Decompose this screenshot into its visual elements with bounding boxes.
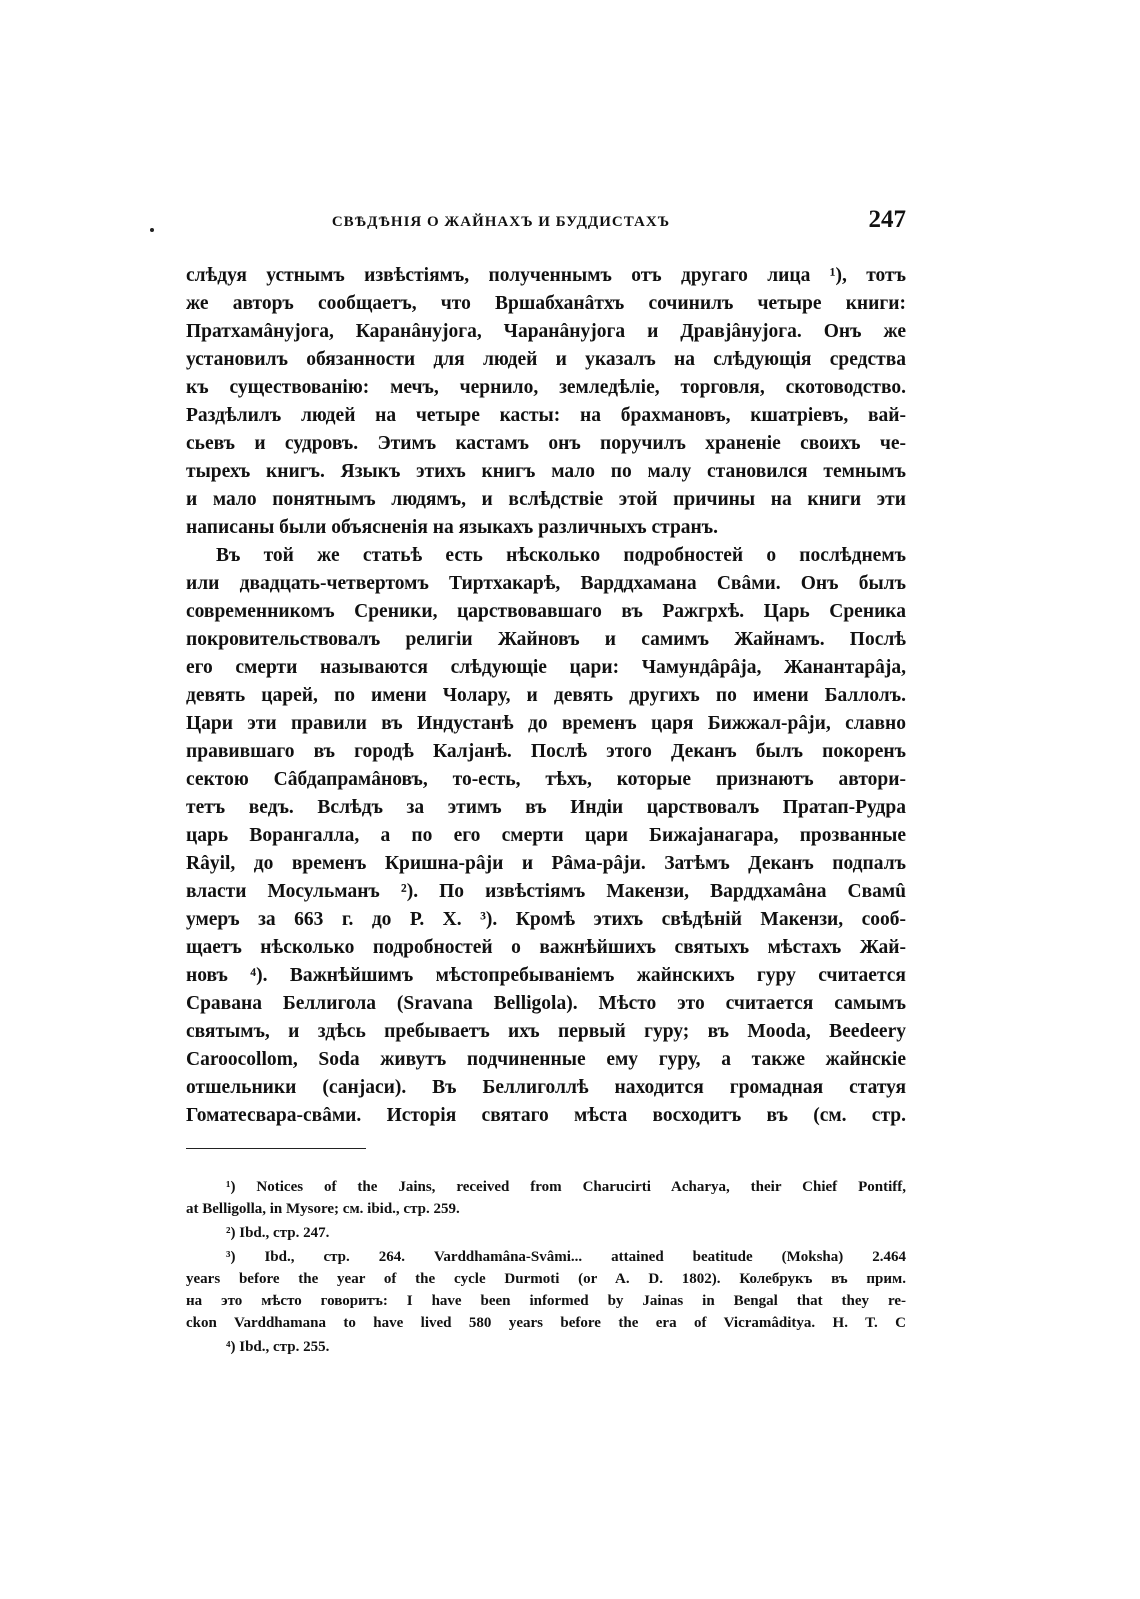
footnote-line: ¹) Notices of the Jains, received from Charucirti Acharya, their Chief Pontiff, xyxy=(226,1179,906,1195)
text-line: Гоматесвара-свâми. Исторія святаго мѣста восходитъ въ (см. стр. xyxy=(186,1105,906,1126)
text-line: Râyil, до временъ Кришна-рâjи и Рâма-рâjи. Затѣмъ Деканъ подпалъ xyxy=(186,853,906,874)
text-line: Въ той же статьѣ есть нѣсколько подробностей о послѣднемъ xyxy=(216,545,906,566)
print-speck xyxy=(150,228,158,236)
text-line: и мало понятнымъ людямъ, и вслѣдствіе этой причины на книги эти xyxy=(186,489,906,510)
text-line: же авторъ сообщаетъ, что Вршабханâтхъ сочинилъ четыре книги: xyxy=(186,293,906,314)
speck-dot xyxy=(150,228,154,232)
text-line: Пратхамâнуjога, Каранâнуjога, Чаранâнуjога и Дравjâнуjога. Онъ же xyxy=(186,321,906,342)
footnote-line: на это мѣсто говоритъ: I have been informed by Jainas in Bengal that they re- xyxy=(186,1293,906,1309)
footnote-line: ²) Ibd., стр. 247. xyxy=(226,1225,330,1241)
page-header xyxy=(186,206,906,236)
text-line: къ существованію: мечъ, чернило, земледѣліе, торговля, скотоводство. xyxy=(186,377,906,398)
text-line: Цари эти правили въ Индустанѣ до временъ царя Бижжал-рâjи, славно xyxy=(186,713,906,734)
text-line: слѣдуя устнымъ извѣстіямъ, полученнымъ отъ другаго лица ¹), тотъ xyxy=(186,265,906,286)
text-line: умеръ за 663 г. до Р. Х. ³). Кромѣ этихъ свѣдѣній Макензи, сооб- xyxy=(186,909,906,930)
text-line: установилъ обязанности для людей и указалъ на слѣдующія средства xyxy=(186,349,906,370)
text-line: новъ ⁴). Важнѣйшимъ мѣстопребываніемъ жайнскихъ гуру считается xyxy=(186,965,906,986)
text-line: святымъ, и здѣсь пребываетъ ихъ первый гуру; въ Mooda, Beedeery xyxy=(186,1021,906,1042)
text-line: сьевъ и судровъ. Этимъ кастамъ онъ поручилъ храненіе своихъ че- xyxy=(186,433,906,454)
footnote-line: at Belligolla, in Mysore; см. ibid., стр. 259. xyxy=(186,1201,460,1217)
text-line: правившаго въ городѣ Калjанѣ. Послѣ этого Деканъ былъ покоренъ xyxy=(186,741,906,762)
text-line: отшельники (санjаси). Въ Беллиголлѣ находится громадная статуя xyxy=(186,1077,906,1098)
footnote-line: ckon Varddhamana to have lived 580 years before the era of Vicramâditya. H. T. C xyxy=(186,1315,906,1331)
text-line: царь Ворангалла, а по его смерти цари Бижаjанагара, прозванные xyxy=(186,825,906,846)
footnote-line: years before the year of the cycle Durmoti (or A. D. 1802). Колебрукъ въ прим. xyxy=(186,1271,906,1287)
text-line: тетъ ведъ. Вслѣдъ за этимъ въ Индіи царствовалъ Пратап-Рудра xyxy=(186,797,906,818)
footnote-line: ⁴) Ibd., стр. 255. xyxy=(226,1339,330,1355)
text-line: сектою Сâбдапрамâновъ, то-есть, тѣхъ, которые признаютъ автори- xyxy=(186,769,906,790)
footnote-line: ³) Ibd., стр. 264. Varddhamâna-Svâmi... attained beatitude (Moksha) 2.464 xyxy=(226,1249,906,1265)
text-line: его смерти называются слѣдующіе цари: Чамундâрâjа, Жанантарâjа, xyxy=(186,657,906,678)
running-title: СВѢДѢНІЯ О ЖАЙНАХЪ И БУДДИСТАХЪ xyxy=(331,214,671,230)
text-line: современникомъ Среники, царствовавшаго въ Ражгрхѣ. Царь Среника xyxy=(186,601,906,622)
text-line: Caroocollom, Soda живутъ подчиненные ему гуру, а также жайнскіе xyxy=(186,1049,906,1070)
text-line: девять царей, по имени Чолару, и девять другихъ по имени Баллолъ. xyxy=(186,685,906,706)
text-line: щаетъ нѣсколько подробностей о важнѣйшихъ святыхъ мѣстахъ Жай- xyxy=(186,937,906,958)
text-line: покровительствовалъ религіи Жайновъ и самимъ Жайнамъ. Послѣ xyxy=(186,629,906,650)
text-line: Сравана Беллигола (Sravana Belligola). Мѣсто это считается самымъ xyxy=(186,993,906,1014)
text-line: Раздѣлилъ людей на четыре касты: на брахмановъ, кшатріевъ, вай- xyxy=(186,405,906,426)
text-line: написаны были объясненія на языкахъ различныхъ странъ. xyxy=(186,517,719,538)
text-line: тырехъ книгъ. Языкъ этихъ книгъ мало по малу становился темнымъ xyxy=(186,461,906,482)
text-line: или двадцать-четвертомъ Тиртхакарѣ, Варддхамана Свâми. Онъ былъ xyxy=(186,573,906,594)
footnote-rule xyxy=(186,1148,366,1149)
text-line: власти Мосульманъ ²). По извѣстіямъ Макензи, Варддхамâна Свамû xyxy=(186,881,906,902)
page-number: 247 xyxy=(868,206,906,233)
